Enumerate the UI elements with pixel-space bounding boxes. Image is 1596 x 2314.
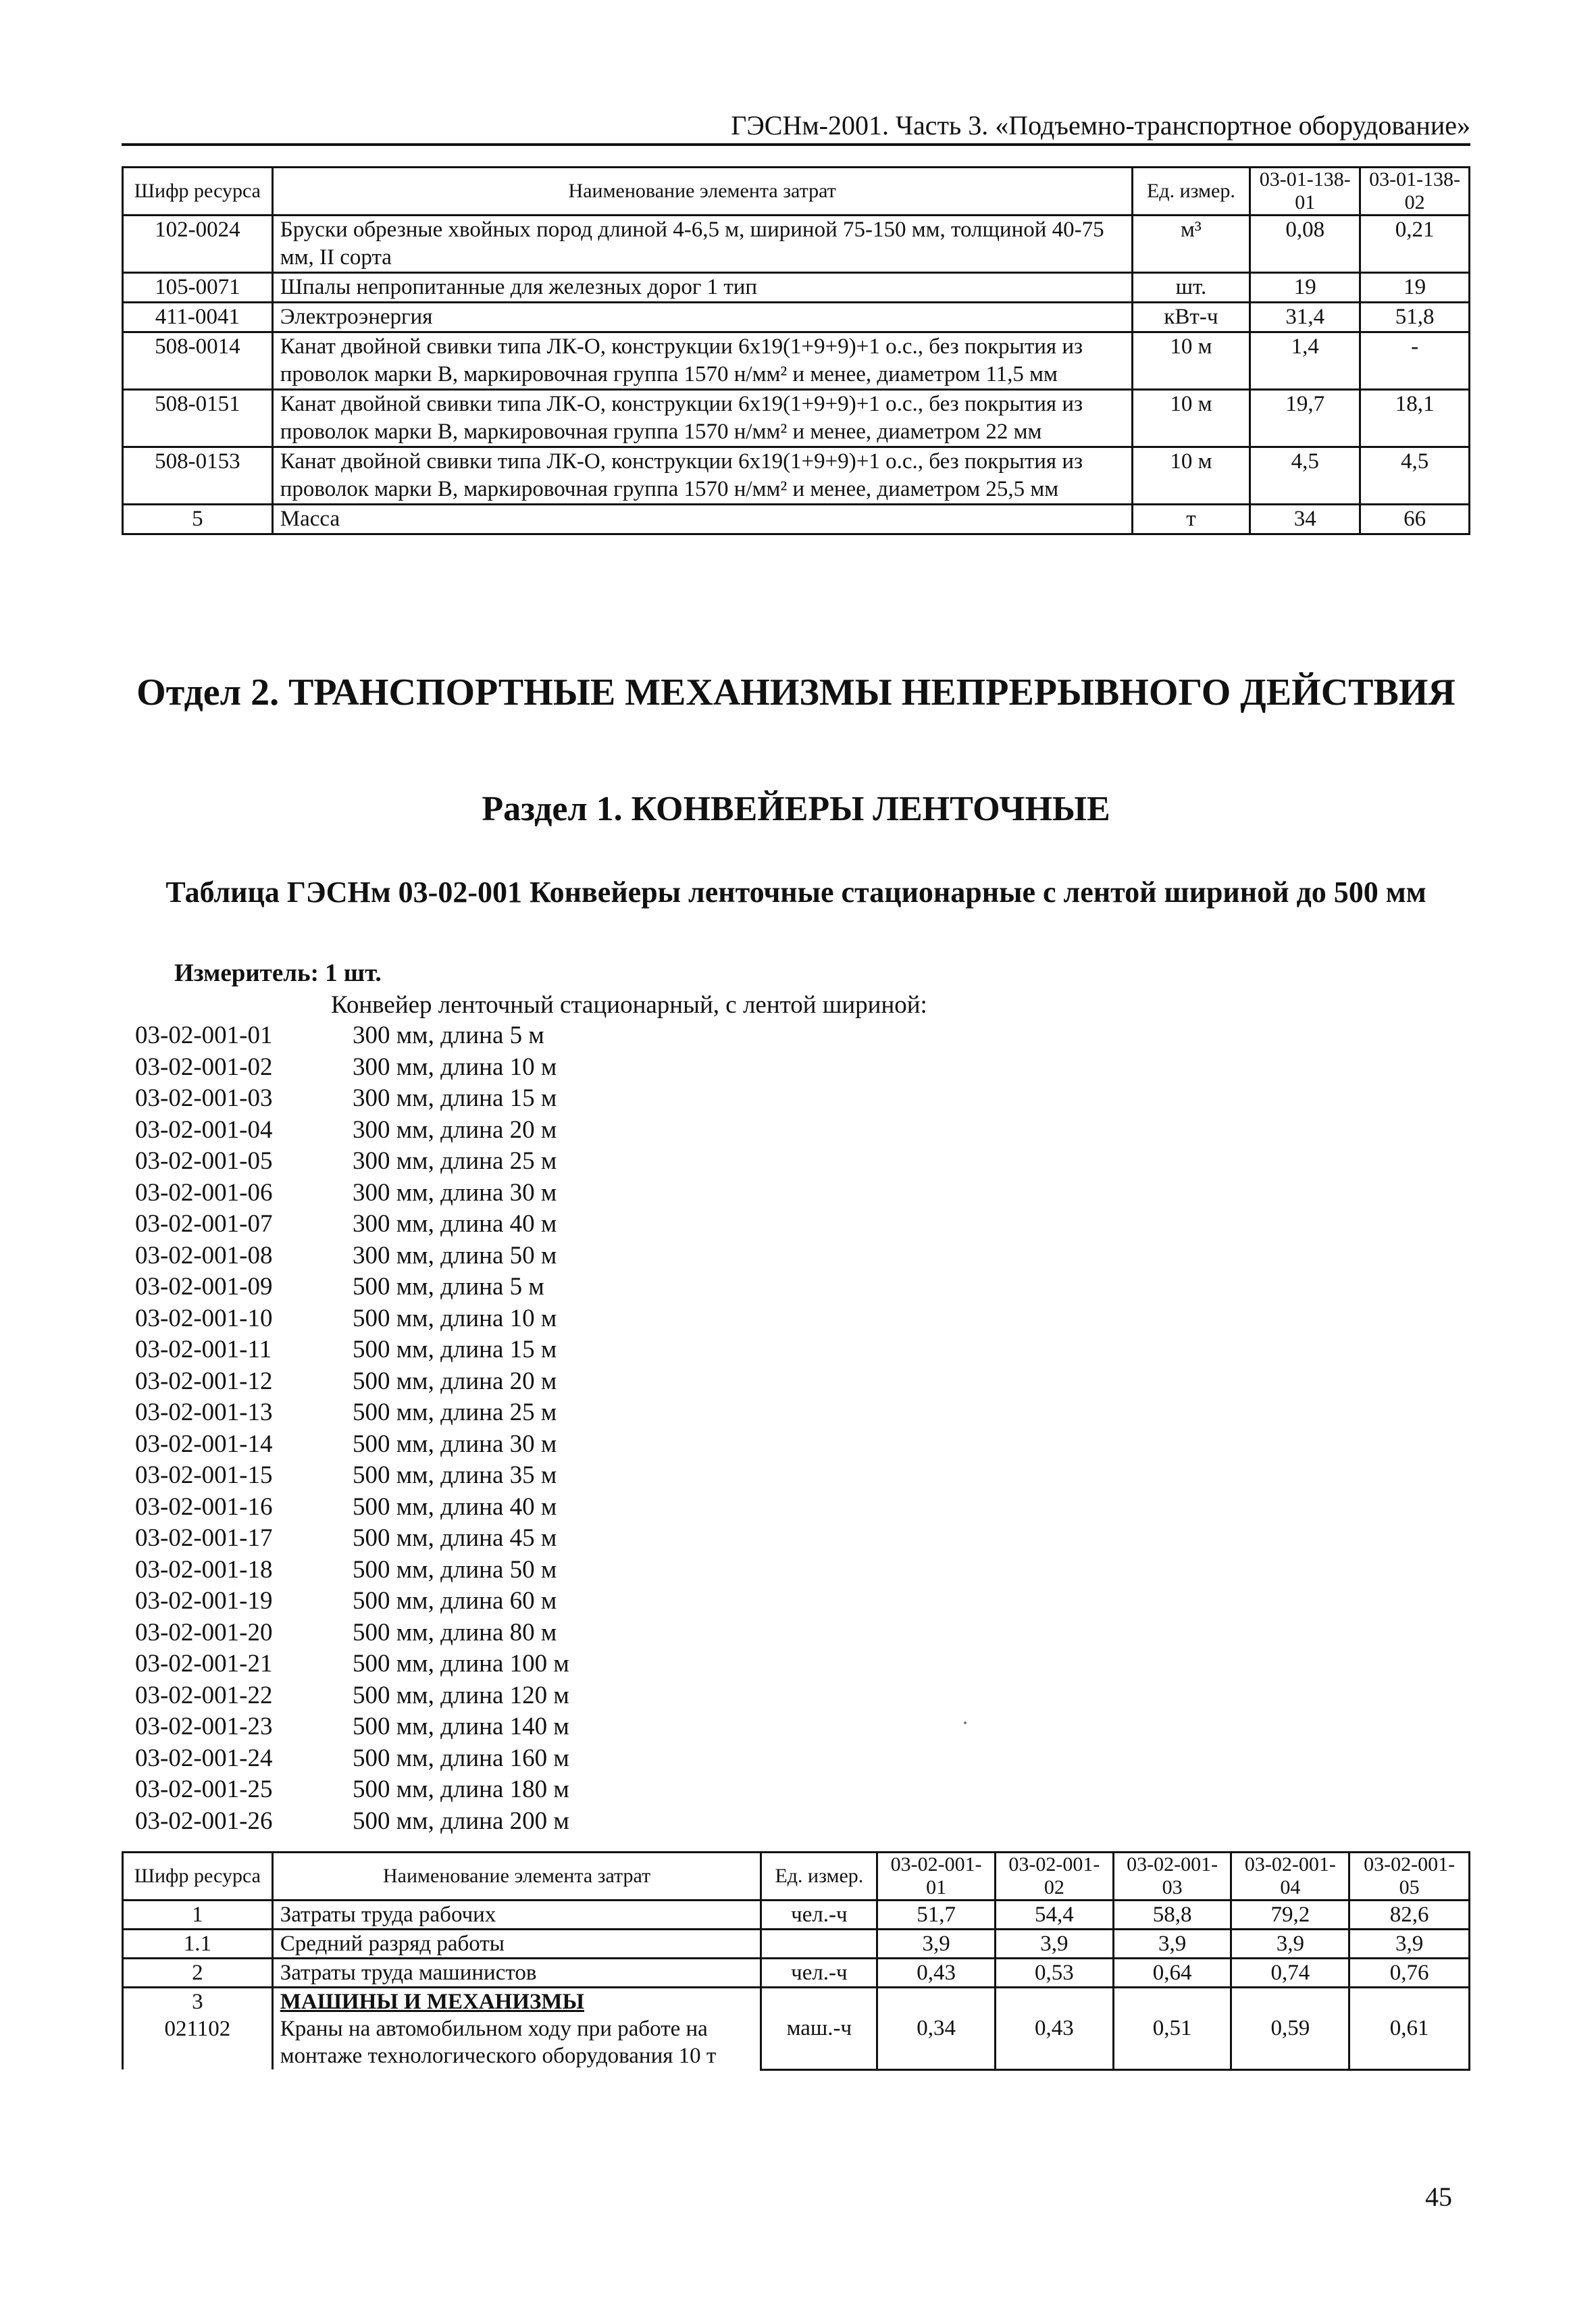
norm-description: 500 мм, длина 15 м [353, 1336, 557, 1363]
list-item [135, 1083, 569, 1115]
table-header-row [123, 168, 1470, 216]
row-value: 58,8 [1113, 1901, 1231, 1930]
row-value: 4,5 [1360, 447, 1470, 505]
row-value: 0,59 [1231, 1988, 1349, 2070]
col-header-code: Шифр ресурса [123, 168, 273, 216]
norm-code: 03-02-001-03 [135, 1084, 273, 1112]
norm-code: 03-02-001-10 [135, 1304, 273, 1332]
norm-code: 03-02-001-12 [135, 1367, 273, 1395]
row-value: 0,34 [877, 1988, 996, 2070]
col-header-norm: 03-02-001-02 [996, 1853, 1114, 1901]
row-value: 0,76 [1349, 1959, 1470, 1988]
row-value: 54,4 [996, 1901, 1114, 1930]
row-value: 4,5 [1250, 447, 1360, 505]
list-item [135, 1020, 569, 1052]
row-unit: кВт-ч [1132, 303, 1250, 332]
table-header-row [123, 1853, 1470, 1901]
norm-code: 03-02-001-02 [135, 1053, 273, 1081]
norm-code: 03-02-001-06 [135, 1178, 273, 1207]
norm-code: 03-02-001-23 [135, 1713, 273, 1740]
scan-speck [964, 1721, 967, 1724]
list-item [135, 1523, 569, 1555]
row-unit: 10 м [1132, 447, 1250, 505]
running-header: ГЭСНм-2001. Часть 3. «Подъемно-транспортное оборудование» [731, 110, 1470, 141]
row-value: 66 [1360, 505, 1470, 534]
list-item [135, 1711, 569, 1743]
header-rule [122, 143, 1470, 146]
row-value: 3,9 [877, 1930, 996, 1959]
norm-description: 300 мм, длина 5 м [353, 1022, 544, 1049]
table-row [123, 216, 1470, 273]
table-row [123, 390, 1470, 447]
resource-name: Краны на автомобильном ходу при работе на монтаже технологического оборудования 10 т [280, 2017, 717, 2068]
row-unit: 10 м [1132, 390, 1250, 447]
list-item [135, 1774, 569, 1806]
table-row [123, 1988, 1470, 2070]
row-code: 508-0151 [123, 390, 273, 447]
norm-code: 03-02-001-14 [135, 1430, 273, 1458]
row-value: 0,43 [996, 1988, 1114, 2070]
row-code: 2 [123, 1959, 273, 1988]
col-header-code: Шифр ресурса [123, 1853, 273, 1901]
row-value: 34 [1250, 505, 1360, 534]
list-item [135, 1492, 569, 1524]
row-name: Шпалы непропитанные для железных дорог 1 тип [272, 273, 1132, 303]
norm-code: 03-02-001-05 [135, 1147, 273, 1175]
norm-code: 03-02-001-21 [135, 1650, 273, 1678]
resource-code: 021102 [164, 2017, 231, 2041]
row-value: 19 [1250, 273, 1360, 303]
norm-description: 500 мм, длина 140 м [353, 1713, 569, 1740]
norm-description: 300 мм, длина 10 м [353, 1053, 557, 1081]
norm-code: 03-02-001-20 [135, 1618, 273, 1646]
norm-description: 500 мм, длина 200 м [353, 1807, 569, 1835]
row-unit: маш.-ч [761, 1988, 877, 2070]
row-unit: т [1132, 505, 1250, 534]
col-header-name: Наименование элемента затрат [272, 1853, 761, 1901]
table-row-total [123, 505, 1470, 534]
row-code: 508-0014 [123, 332, 273, 390]
list-item [135, 1586, 569, 1617]
norm-code: 03-02-001-13 [135, 1399, 273, 1426]
norm-description: 500 мм, длина 30 м [353, 1430, 557, 1458]
norm-description: 500 мм, длина 50 м [353, 1555, 557, 1584]
col-header-v1: 03-01-138-01 [1250, 168, 1360, 216]
list-item [135, 1240, 569, 1272]
row-value: 3,9 [1231, 1930, 1349, 1959]
norm-description: 500 мм, длина 25 м [353, 1399, 557, 1426]
row-value: 0,61 [1349, 1988, 1470, 2070]
table-row [123, 303, 1470, 332]
list-item [135, 1052, 569, 1084]
norm-description: 500 мм, длина 10 м [353, 1304, 557, 1332]
row-unit: шт. [1132, 273, 1250, 303]
list-item [135, 1743, 569, 1775]
norm-description: 500 мм, длина 20 м [353, 1367, 557, 1395]
row-value: 31,4 [1250, 303, 1360, 332]
col-header-unit: Ед. измер. [1132, 168, 1250, 216]
norm-description: 500 мм, длина 180 м [353, 1776, 569, 1803]
table-row [123, 1901, 1470, 1930]
row-value: - [1360, 332, 1470, 390]
row-code: 105-0071 [123, 273, 273, 303]
norm-description: 300 мм, длина 25 м [353, 1147, 557, 1175]
row-value: 51,8 [1360, 303, 1470, 332]
row-name: Затраты труда машинистов [272, 1959, 761, 1988]
group-code: 3 [192, 1990, 203, 2014]
norm-description: 500 мм, длина 35 м [353, 1461, 557, 1489]
norm-code-list [135, 1020, 569, 1837]
list-item [135, 1617, 569, 1649]
row-name: Канат двойной свивки типа ЛК-О, конструкции 6х19(1+9+9)+1 о.с., без покрытия из проволок марки В, маркировочная группа 1570 н/мм² и менее, диаметром 11,5 мм [272, 332, 1132, 390]
norm-description: 500 мм, длина 120 м [353, 1681, 569, 1709]
list-item [135, 1209, 569, 1240]
norm-code: 03-02-001-26 [135, 1807, 273, 1835]
list-item [135, 1303, 569, 1335]
table-row [123, 1959, 1470, 1988]
norm-code: 03-02-001-25 [135, 1776, 273, 1803]
row-code: 508-0153 [123, 447, 273, 505]
row-value: 0,51 [1113, 1988, 1231, 2070]
row-code: 102-0024 [123, 216, 273, 273]
group-name: МАШИНЫ И МЕХАНИЗМЫ [280, 1990, 584, 2014]
section-title: Раздел 1. КОНВЕЙЕРЫ ЛЕНТОЧНЫЕ [482, 790, 1110, 828]
row-code: 411-0041 [123, 303, 273, 332]
list-item [135, 1178, 569, 1209]
norm-code: 03-02-001-15 [135, 1461, 273, 1489]
row-code: 1 [123, 1901, 273, 1930]
table-row [123, 447, 1470, 505]
norm-code: 03-02-001-17 [135, 1524, 273, 1552]
list-item [135, 1397, 569, 1429]
row-name: Электроэнергия [272, 303, 1132, 332]
row-value: 19 [1360, 273, 1470, 303]
row-value: 1,4 [1250, 332, 1360, 390]
list-item [135, 1366, 569, 1398]
page-number: 45 [1425, 2182, 1452, 2212]
row-name [272, 1988, 761, 2070]
row-value: 18,1 [1360, 390, 1470, 447]
norm-code: 03-02-001-18 [135, 1555, 273, 1584]
table-title: Таблица ГЭСНм 03-02-001 Конвейеры ленточные стационарные с лентой шириной до 500 мм [165, 876, 1426, 909]
row-name: Канат двойной свивки типа ЛК-О, конструкции 6х19(1+9+9)+1 о.с., без покрытия из проволок марки В, маркировочная группа 1570 н/мм² и менее, диаметром 25,5 мм [272, 447, 1132, 505]
norm-description: 300 мм, длина 15 м [353, 1084, 557, 1112]
col-header-unit: Ед. измер. [761, 1853, 877, 1901]
list-intro: Конвейер ленточный стационарный, с лентой шириной: [331, 991, 927, 1019]
norm-code: 03-02-001-11 [135, 1336, 272, 1363]
norm-description: 500 мм, длина 40 м [353, 1492, 557, 1521]
row-name: Бруски обрезные хвойных пород длиной 4-6,5 м, шириной 75-150 мм, толщиной 40-75 мм, II сорта [272, 216, 1132, 273]
norm-code: 03-02-001-24 [135, 1744, 273, 1772]
norm-description: 300 мм, длина 20 м [353, 1115, 557, 1144]
norm-code: 03-02-001-01 [135, 1022, 273, 1049]
list-item [135, 1806, 569, 1838]
row-unit: чел.-ч [761, 1901, 877, 1930]
table-row [123, 1930, 1470, 1959]
norm-description: 500 мм, длина 60 м [353, 1587, 557, 1615]
row-value: 0,08 [1250, 216, 1360, 273]
row-name: Канат двойной свивки типа ЛК-О, конструкции 6х19(1+9+9)+1 о.с., без покрытия из проволок марки В, маркировочная группа 1570 н/мм² и менее, диаметром 22 мм [272, 390, 1132, 447]
row-value: 0,53 [996, 1959, 1114, 1988]
table-row [123, 332, 1470, 390]
norm-description: 500 мм, длина 5 м [353, 1273, 544, 1301]
norm-description: 500 мм, длина 45 м [353, 1524, 557, 1552]
row-unit: чел.-ч [761, 1959, 877, 1988]
norm-code: 03-02-001-07 [135, 1210, 273, 1238]
row-value: 19,7 [1250, 390, 1360, 447]
norm-code: 03-02-001-22 [135, 1681, 273, 1709]
row-name: Затраты труда рабочих [272, 1901, 761, 1930]
norm-code: 03-02-001-16 [135, 1492, 273, 1521]
col-header-v2: 03-01-138-02 [1360, 168, 1470, 216]
norm-description: 300 мм, длина 40 м [353, 1210, 557, 1238]
list-item [135, 1460, 569, 1492]
resources-table [122, 166, 1470, 535]
row-value: 0,43 [877, 1959, 996, 1988]
row-value: 0,74 [1231, 1959, 1349, 1988]
row-name: Масса [272, 505, 1132, 534]
list-item [135, 1649, 569, 1680]
list-item [135, 1680, 569, 1712]
norm-description: 500 мм, длина 80 м [353, 1618, 557, 1646]
norm-description: 300 мм, длина 50 м [353, 1241, 557, 1269]
norm-description: 500 мм, длина 160 м [353, 1744, 569, 1772]
list-item [135, 1334, 569, 1366]
col-header-norm: 03-02-001-03 [1113, 1853, 1231, 1901]
row-value: 0,64 [1113, 1959, 1231, 1988]
list-item [135, 1555, 569, 1586]
norm-code: 03-02-001-19 [135, 1587, 273, 1615]
row-value: 3,9 [1349, 1930, 1470, 1959]
col-header-norm: 03-02-001-04 [1231, 1853, 1349, 1901]
list-item [135, 1115, 569, 1147]
col-header-name: Наименование элемента затрат [272, 168, 1132, 216]
norm-code: 03-02-001-04 [135, 1115, 273, 1144]
norm-description: 300 мм, длина 30 м [353, 1178, 557, 1207]
row-name: Средний разряд работы [272, 1930, 761, 1959]
list-item [135, 1272, 569, 1303]
list-item [135, 1146, 569, 1178]
table-row [123, 273, 1470, 303]
row-value: 51,7 [877, 1901, 996, 1930]
department-title: Отдел 2. ТРАНСПОРТНЫЕ МЕХАНИЗМЫ НЕПРЕРЫВНОГО ДЕЙСТВИЯ [136, 672, 1456, 713]
row-value: 79,2 [1231, 1901, 1349, 1930]
col-header-norm: 03-02-001-01 [877, 1853, 996, 1901]
col-header-norm: 03-02-001-05 [1349, 1853, 1470, 1901]
norm-code: 03-02-001-08 [135, 1241, 273, 1269]
row-value: 3,9 [1113, 1930, 1231, 1959]
row-unit: м³ [1132, 216, 1250, 273]
list-item [135, 1429, 569, 1461]
row-value: 0,21 [1360, 216, 1470, 273]
row-unit [761, 1930, 877, 1959]
row-code [123, 1988, 273, 2070]
row-code: 1.1 [123, 1930, 273, 1959]
norm-code: 03-02-001-09 [135, 1273, 273, 1301]
row-value: 82,6 [1349, 1901, 1470, 1930]
row-value: 3,9 [996, 1930, 1114, 1959]
norm-table [122, 1851, 1470, 2071]
row-unit: 10 м [1132, 332, 1250, 390]
row-code: 5 [123, 505, 273, 534]
norm-description: 500 мм, длина 100 м [353, 1650, 569, 1678]
measure-unit: Измеритель: 1 шт. [174, 959, 382, 987]
